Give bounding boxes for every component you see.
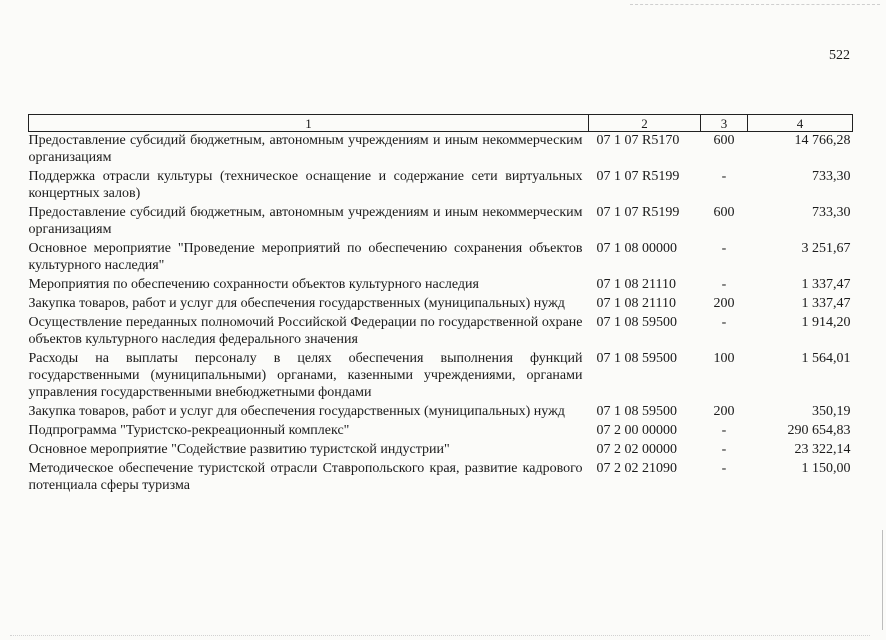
row-amount: 1 150,00 <box>801 461 851 476</box>
row-expense-type: 200 <box>713 296 735 311</box>
row-code: 07 1 08 00000 <box>596 241 677 256</box>
row-name: Расходы на выплаты персоналу в целях обеспечения выполнения функций государственными (муниципальными) органами, казенными учреждениями, органами управления государственными внебюджетными фондами <box>28 351 583 400</box>
table-row <box>29 132 853 169</box>
table-row <box>29 168 853 204</box>
row-amount: 1 914,20 <box>801 315 851 330</box>
row-expense-type: - <box>721 277 727 292</box>
row-expense-type: 100 <box>713 351 735 366</box>
row-amount: 14 766,28 <box>794 133 851 148</box>
row-code: 07 2 00 00000 <box>596 423 677 438</box>
header-row <box>29 115 853 132</box>
row-code: 07 1 07 R5170 <box>596 133 680 148</box>
table-row <box>29 314 853 350</box>
row-expense-type: 200 <box>713 404 735 419</box>
row-code: 07 2 02 00000 <box>596 442 677 457</box>
row-amount: 350,19 <box>812 404 851 419</box>
table-row <box>29 350 853 403</box>
row-name: Закупка товаров, работ и услуг для обеспечения государственных (муниципальных) нужд <box>28 296 565 311</box>
row-name: Осуществление переданных полномочий Российской Федерации по государственной охране объектов культурного наследия федерального значения <box>28 315 583 347</box>
table-row <box>29 204 853 240</box>
row-amount: 290 654,83 <box>787 423 851 438</box>
scan-right-edge <box>882 530 883 630</box>
row-name: Основное мероприятие "Содействие развитию туристской индустрии" <box>28 442 450 457</box>
row-code: 07 1 08 21110 <box>596 277 676 292</box>
row-name: Основное мероприятие "Проведение мероприятий по обеспечению сохранения объектов культурного наследия" <box>28 241 583 273</box>
header-col-4: 4 <box>748 115 853 132</box>
row-name: Методическое обеспечение туристской отрасли Ставропольского края, развитие кадрового потенциала сферы туризма <box>28 461 583 493</box>
row-amount: 1 564,01 <box>801 351 851 366</box>
header-col-1: 1 <box>29 115 589 132</box>
row-code: 07 1 08 21110 <box>596 296 676 311</box>
row-expense-type: - <box>721 315 727 330</box>
row-code: 07 2 02 21090 <box>596 461 677 476</box>
row-expense-type: - <box>721 423 727 438</box>
row-expense-type: 600 <box>713 133 735 148</box>
table-row <box>29 460 853 496</box>
row-code: 07 1 07 R5199 <box>596 205 680 220</box>
row-name: Предоставление субсидий бюджетным, автономным учреждениям и иным некоммерческим организациям <box>28 205 583 237</box>
row-code: 07 1 07 R5199 <box>596 169 680 184</box>
table-row <box>29 276 853 295</box>
row-code: 07 1 08 59500 <box>596 315 677 330</box>
table-row <box>29 295 853 314</box>
row-expense-type: - <box>721 442 727 457</box>
row-amount: 733,30 <box>812 205 851 220</box>
row-name: Закупка товаров, работ и услуг для обеспечения государственных (муниципальных) нужд <box>28 404 565 419</box>
table-header <box>29 115 853 132</box>
table-body <box>29 132 853 497</box>
row-name: Подпрограмма "Туристско-рекреационный комплекс" <box>28 423 350 438</box>
row-amount: 3 251,67 <box>801 241 851 256</box>
scan-top-rule <box>630 4 880 5</box>
page-number: 522 <box>829 48 850 63</box>
row-expense-type: - <box>721 169 727 184</box>
table-row <box>29 441 853 460</box>
row-code: 07 1 08 59500 <box>596 351 677 366</box>
header-col-3: 3 <box>701 115 748 132</box>
row-amount: 1 337,47 <box>801 277 851 292</box>
table-row <box>29 403 853 422</box>
row-code: 07 1 08 59500 <box>596 404 677 419</box>
row-amount: 733,30 <box>812 169 851 184</box>
table-row <box>29 240 853 276</box>
row-expense-type: 600 <box>713 205 735 220</box>
row-name: Предоставление субсидий бюджетным, автономным учреждениям и иным некоммерческим организациям <box>28 133 583 165</box>
row-amount: 23 322,14 <box>794 442 851 457</box>
row-expense-type: - <box>721 241 727 256</box>
row-name: Мероприятия по обеспечению сохранности объектов культурного наследия <box>28 277 479 292</box>
row-name: Поддержка отрасли культуры (техническое оснащение и содержание сети виртуальных концертных залов) <box>28 169 583 201</box>
budget-table <box>28 114 853 496</box>
row-expense-type: - <box>721 461 727 476</box>
table-row <box>29 422 853 441</box>
scan-bottom-edge <box>10 635 870 636</box>
header-col-2: 2 <box>589 115 701 132</box>
row-amount: 1 337,47 <box>801 296 851 311</box>
